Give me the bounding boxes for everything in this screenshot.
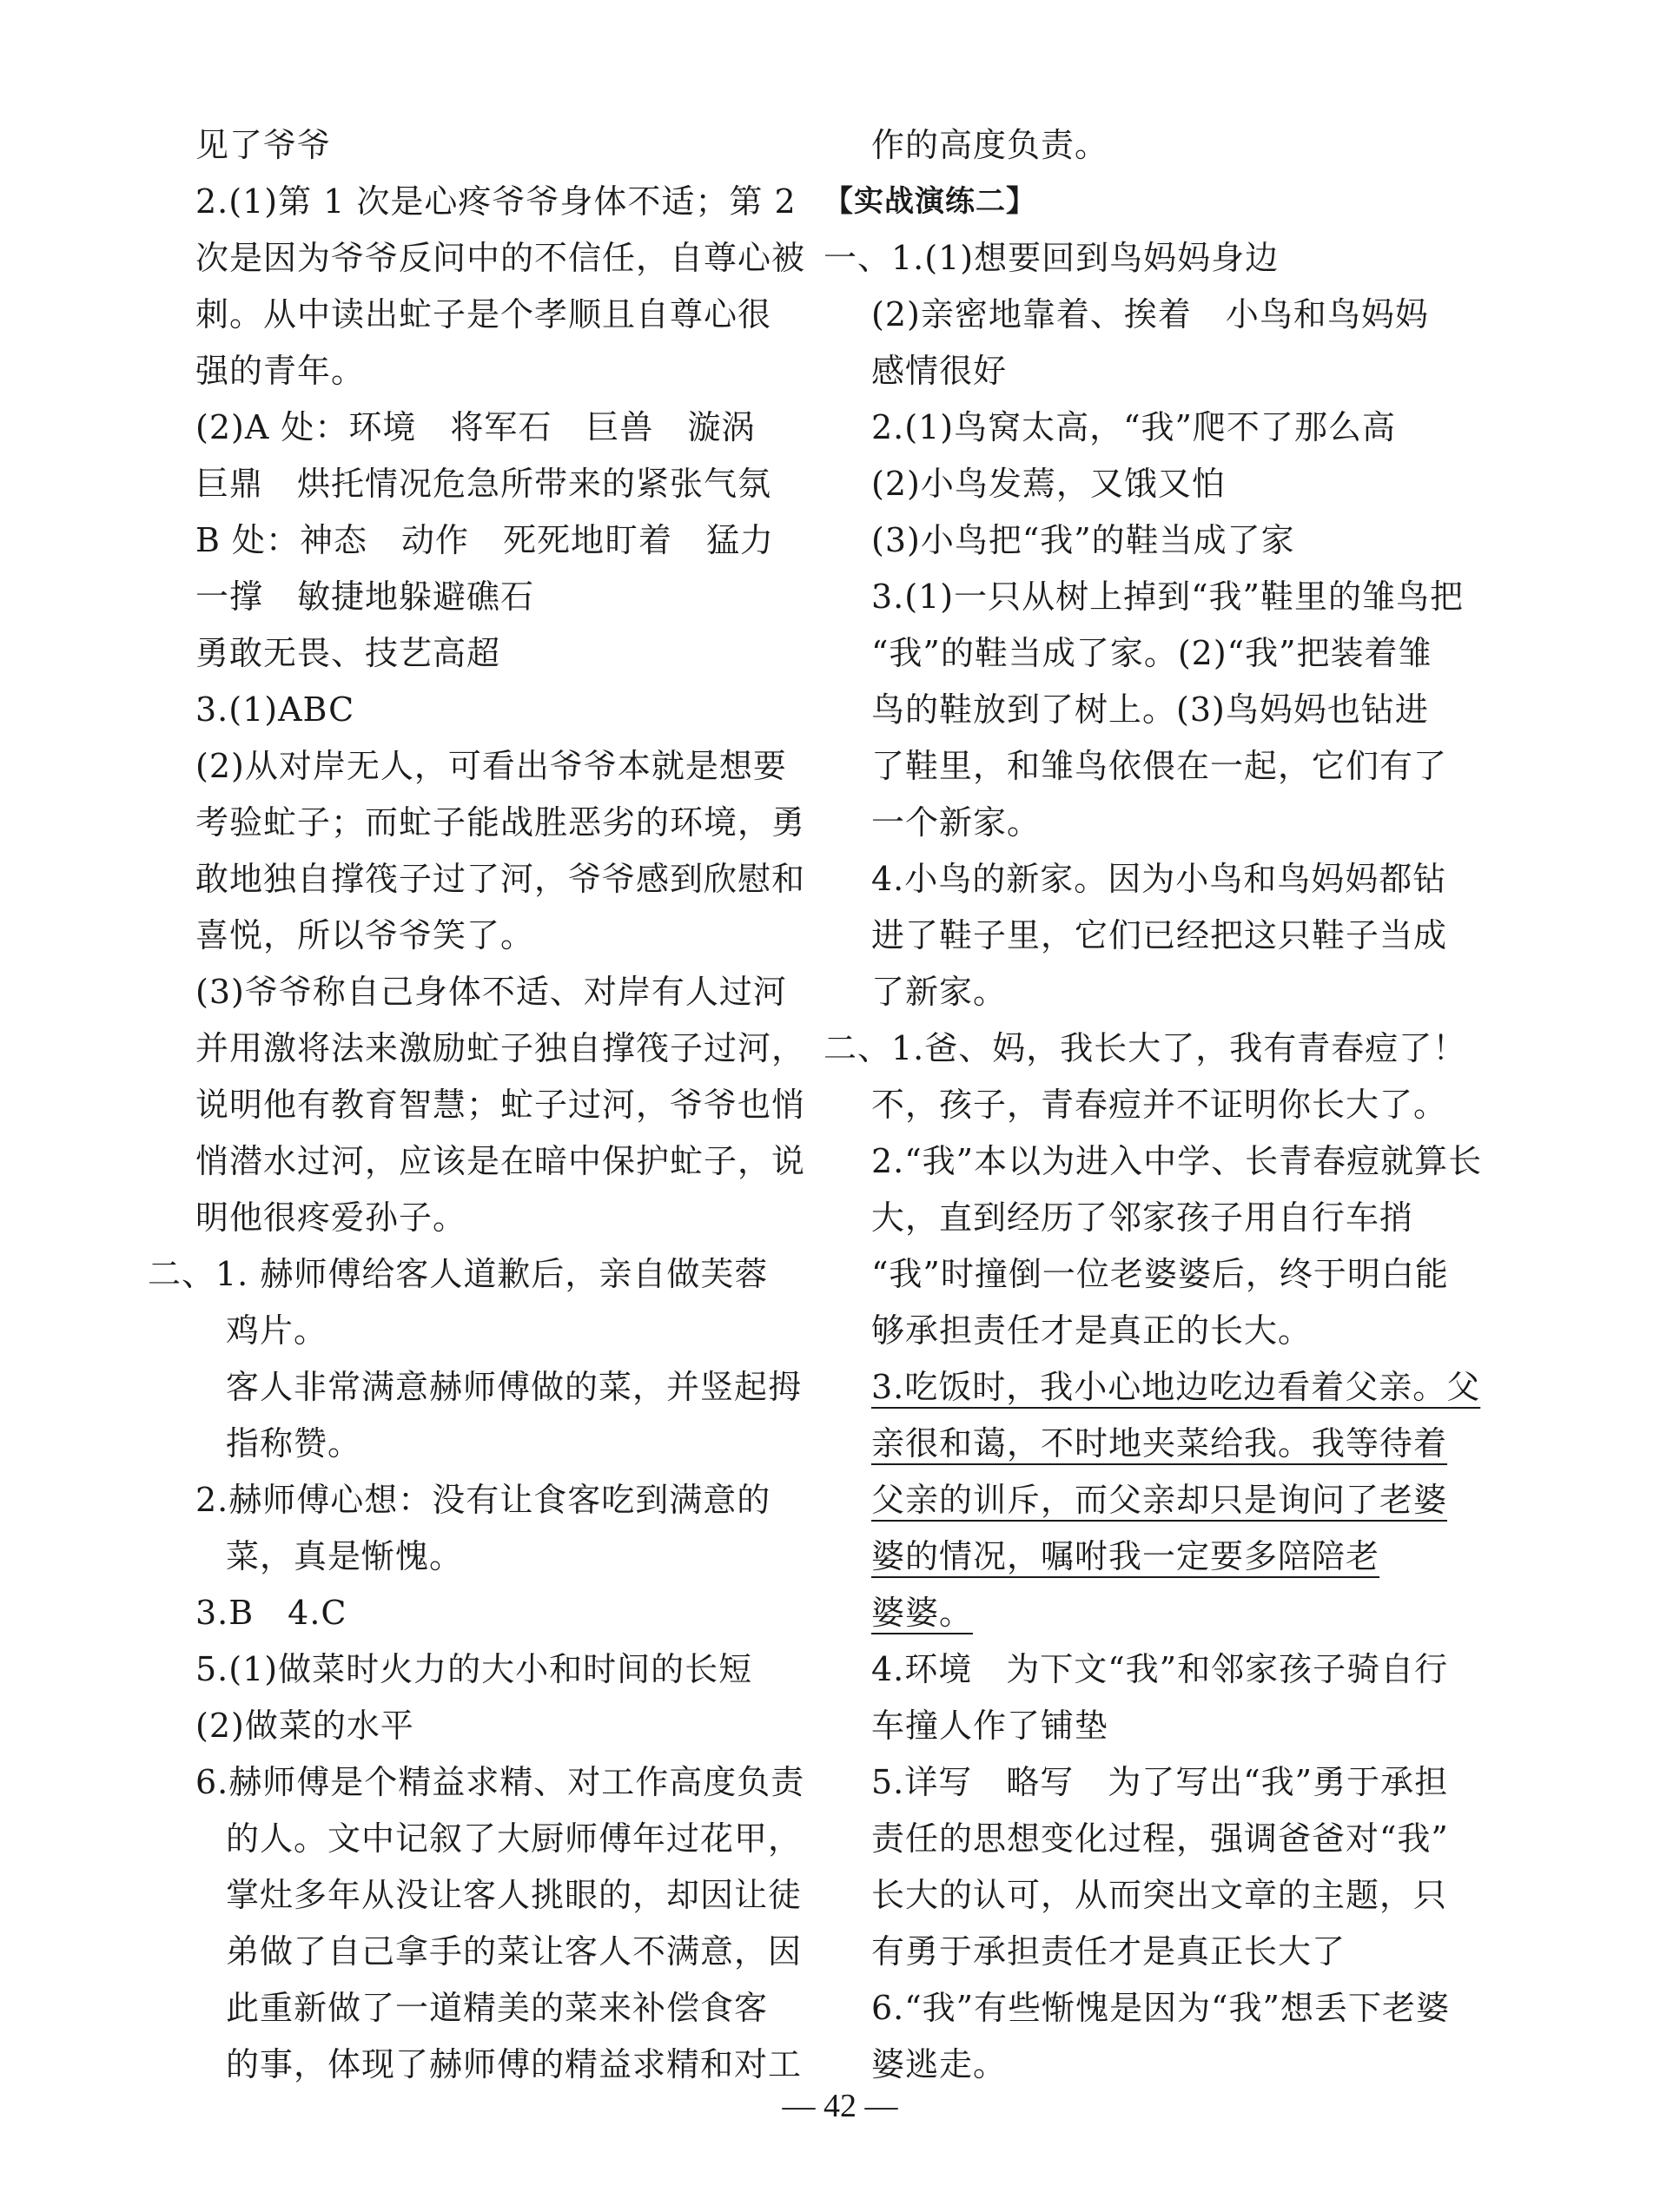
text-line <box>148 1133 806 1190</box>
text-line <box>823 1472 1466 1529</box>
line-text: (3)小鸟把“我”的鞋当成了家 <box>871 521 1295 559</box>
text-line <box>823 1585 1466 1641</box>
line-text: 6.赫师傅是个精益求精、对工作高度负责 <box>195 1763 805 1801</box>
line-text: 5.详写 略写 为了写出“我”勇于承担 <box>871 1763 1449 1801</box>
line-text: 婆逃走。 <box>871 2045 1008 2083</box>
text-line <box>823 1190 1466 1246</box>
text-line <box>823 1641 1466 1698</box>
text-line <box>823 1133 1483 1190</box>
text-line <box>148 1246 790 1303</box>
text-line <box>148 117 790 174</box>
line-text: 鸡片。 <box>226 1311 328 1350</box>
line-text: 够承担责任才是真正的长大。 <box>871 1311 1313 1350</box>
line-text: 勇敢无畏、技艺高超 <box>195 634 501 672</box>
text-line <box>823 682 1466 738</box>
line-text: 3.吃饭时，我小心地边吃边看着父亲。父 <box>871 1368 1481 1406</box>
text-line <box>823 795 1466 851</box>
line-text: 二、1. 赫师傅给客人道歉后，亲自做芙蓉 <box>148 1255 769 1293</box>
text-line <box>823 456 1466 512</box>
text-line <box>148 964 790 1020</box>
text-line <box>148 625 790 682</box>
line-text: 2.“我”本以为进入中学、长青春痘就算长 <box>871 1142 1483 1180</box>
text-line <box>148 1698 790 1754</box>
text-line <box>823 117 1466 174</box>
line-text: 【实战演练二】 <box>823 184 1036 219</box>
page-number: — 42 — <box>782 2088 898 2124</box>
line-text: 3.(1)ABC <box>195 690 355 729</box>
line-text: 4.小鸟的新家。因为小鸟和鸟妈妈都钻 <box>871 860 1447 898</box>
line-text: 考验虻子；而虻子能战胜恶劣的环境，勇 <box>195 803 806 842</box>
line-text: 责任的思想变化过程，强调爸爸对“我” <box>871 1819 1449 1858</box>
line-text: 客人非常满意赫师傅做的菜，并竖起拇 <box>226 1368 803 1406</box>
line-text: 弟做了自己拿手的菜让客人不满意，因 <box>226 1932 803 1971</box>
text-line <box>148 399 790 456</box>
line-text: 3.(1)一只从树上掉到“我”鞋里的雏鸟把 <box>871 578 1464 616</box>
line-text: 婆的情况，嘱咐我一定要多陪陪老 <box>871 1537 1380 1575</box>
text-line <box>823 1416 1466 1472</box>
line-text: 并用激将法来激励虻子独自撑筏子过河， <box>195 1029 806 1067</box>
text-line <box>823 1303 1466 1359</box>
line-text: 长大的认可，从而突出文章的主题，只 <box>871 1876 1448 1914</box>
text-line <box>148 569 790 625</box>
line-text: 巨鼎 烘托情况危急所带来的紧张气氛 <box>195 465 772 503</box>
text-line <box>148 174 797 230</box>
line-text: (3)爷爷称自己身体不适、对岸有人过河 <box>195 973 787 1011</box>
text-line <box>823 908 1466 964</box>
text-line <box>148 230 806 287</box>
text-line <box>148 1303 790 1359</box>
line-text: “我”的鞋当成了家。(2)“我”把装着雏 <box>871 634 1432 672</box>
text-line <box>823 399 1466 456</box>
text-line <box>148 1754 805 1811</box>
line-text: 了新家。 <box>871 973 1008 1011</box>
text-line <box>823 343 1466 399</box>
line-text: 二、1.爸、妈，我长大了，我有青春痘了！ <box>823 1029 1467 1067</box>
line-text: 的人。文中记叙了大厨师傅年过花甲， <box>226 1819 803 1858</box>
line-text: “我”时撞倒一位老婆婆后，终于明白能 <box>871 1255 1449 1293</box>
text-line <box>823 625 1466 682</box>
text-line <box>823 1924 1466 1980</box>
text-line <box>823 851 1466 908</box>
text-line <box>823 1698 1466 1754</box>
text-line <box>823 1754 1466 1811</box>
text-line <box>148 1641 790 1698</box>
line-text: 菜，真是惭愧。 <box>226 1537 464 1575</box>
text-line <box>148 1980 790 2037</box>
text-line <box>823 738 1466 795</box>
text-line <box>823 1529 1466 1585</box>
line-text: 喜悦，所以爷爷笑了。 <box>195 916 535 954</box>
line-text: 婆婆。 <box>871 1594 974 1632</box>
text-line <box>823 1359 1481 1416</box>
line-text: 3.B 4.C <box>195 1594 347 1632</box>
text-line <box>148 287 790 343</box>
text-line <box>823 1980 1466 2037</box>
text-line <box>148 1924 803 1980</box>
text-line <box>148 456 790 512</box>
line-text: 2.(1)第 1 次是心疼爷爷身体不适；第 2 <box>195 182 797 221</box>
text-line <box>148 851 806 908</box>
line-text: 亲很和蔼，不时地夹菜给我。我等待着 <box>871 1424 1448 1463</box>
text-line <box>148 512 790 569</box>
text-line <box>148 1020 806 1077</box>
line-text: 父亲的训斥，而父亲却只是询问了老婆 <box>871 1481 1448 1519</box>
line-text: 见了爷爷 <box>195 126 332 164</box>
line-text: 说明他有教育智慧；虻子过河，爷爷也悄 <box>195 1086 806 1124</box>
line-text: 掌灶多年从没让客人挑眼的，却因让徒 <box>226 1876 803 1914</box>
line-text: 6.“我”有些惭愧是因为“我”想丢下老婆 <box>871 1989 1450 2027</box>
text-line <box>823 287 1466 343</box>
line-text: 悄潜水过河，应该是在暗中保护虻子，说 <box>195 1142 806 1180</box>
line-text: 了鞋里，和雏鸟依偎在一起，它们有了 <box>871 747 1448 785</box>
text-line <box>823 1077 1466 1133</box>
line-text: 敢地独自撑筏子过了河，爷爷感到欣慰和 <box>195 860 806 898</box>
text-line <box>148 682 790 738</box>
line-text: 鸟的鞋放到了树上。(3)鸟妈妈也钻进 <box>871 690 1429 729</box>
line-text: 有勇于承担责任才是真正长大了 <box>871 1932 1346 1971</box>
text-line <box>823 964 1466 1020</box>
line-text: (2)亲密地靠着、挨着 小鸟和鸟妈妈 <box>871 295 1429 333</box>
line-text: 2.(1)鸟窝太高，“我”爬不了那么高 <box>871 408 1396 446</box>
left-column <box>148 117 806 2093</box>
text-line <box>823 1811 1466 1867</box>
text-line <box>148 1585 790 1641</box>
line-text: (2)小鸟发蔫，又饿又怕 <box>871 465 1226 503</box>
text-line <box>148 1472 790 1529</box>
line-text: 车撞人作了铺垫 <box>871 1707 1109 1745</box>
line-text: (2)从对岸无人，可看出爷爷本就是想要 <box>195 747 787 785</box>
line-text: 作的高度负责。 <box>871 126 1109 164</box>
text-line <box>148 1077 806 1133</box>
line-text: 一撑 敏捷地躲避礁石 <box>195 578 535 616</box>
right-column <box>823 117 1483 2093</box>
line-text: 次是因为爷爷反问中的不信任，自尊心被 <box>195 239 806 277</box>
line-text: 感情很好 <box>871 352 1008 390</box>
line-text: 的事，体现了赫师傅的精益求精和对工 <box>226 2045 803 2083</box>
text-line <box>823 569 1466 625</box>
line-text: 进了鞋子里，它们已经把这只鞋子当成 <box>871 916 1448 954</box>
text-line <box>148 795 806 851</box>
line-text: 4.环境 为下文“我”和邻家孩子骑自行 <box>871 1650 1449 1688</box>
line-text: 指称赞。 <box>226 1424 362 1463</box>
line-text: 刺。从中读出虻子是个孝顺且自尊心很 <box>195 295 772 333</box>
line-text: B 处：神态 动作 死死地盯着 猛力 <box>195 521 775 559</box>
text-line <box>823 1246 1466 1303</box>
line-text: 大，直到经历了邻家孩子用自行车捎 <box>871 1198 1414 1237</box>
text-line <box>148 1359 803 1416</box>
line-text: 此重新做了一道精美的菜来补偿食客 <box>226 1989 769 2027</box>
line-text: (2)A 处：环境 将军石 巨兽 漩涡 <box>195 408 756 446</box>
text-line <box>148 1416 790 1472</box>
text-line <box>148 343 790 399</box>
line-text: 一个新家。 <box>871 803 1042 842</box>
line-text: 明他很疼爱孙子。 <box>195 1198 467 1237</box>
text-line <box>148 908 790 964</box>
text-line <box>148 1811 803 1867</box>
text-line <box>148 1867 803 1924</box>
text-line <box>148 738 790 795</box>
line-text: 一、1.(1)想要回到鸟妈妈身边 <box>823 239 1280 277</box>
text-line <box>823 230 1466 287</box>
text-line <box>823 1020 1466 1077</box>
text-line <box>823 1867 1466 1924</box>
text-line <box>148 1190 790 1246</box>
line-text: 强的青年。 <box>195 352 366 390</box>
section-heading <box>823 174 1466 230</box>
line-text: 2.赫师傅心想：没有让食客吃到满意的 <box>195 1481 771 1519</box>
line-text: 不，孩子，青春痘并不证明你长大了。 <box>871 1086 1448 1124</box>
line-text: 5.(1)做菜时火力的大小和时间的长短 <box>195 1650 753 1688</box>
line-text: (2)做菜的水平 <box>195 1707 414 1745</box>
text-line <box>148 1529 790 1585</box>
text-line <box>823 512 1466 569</box>
